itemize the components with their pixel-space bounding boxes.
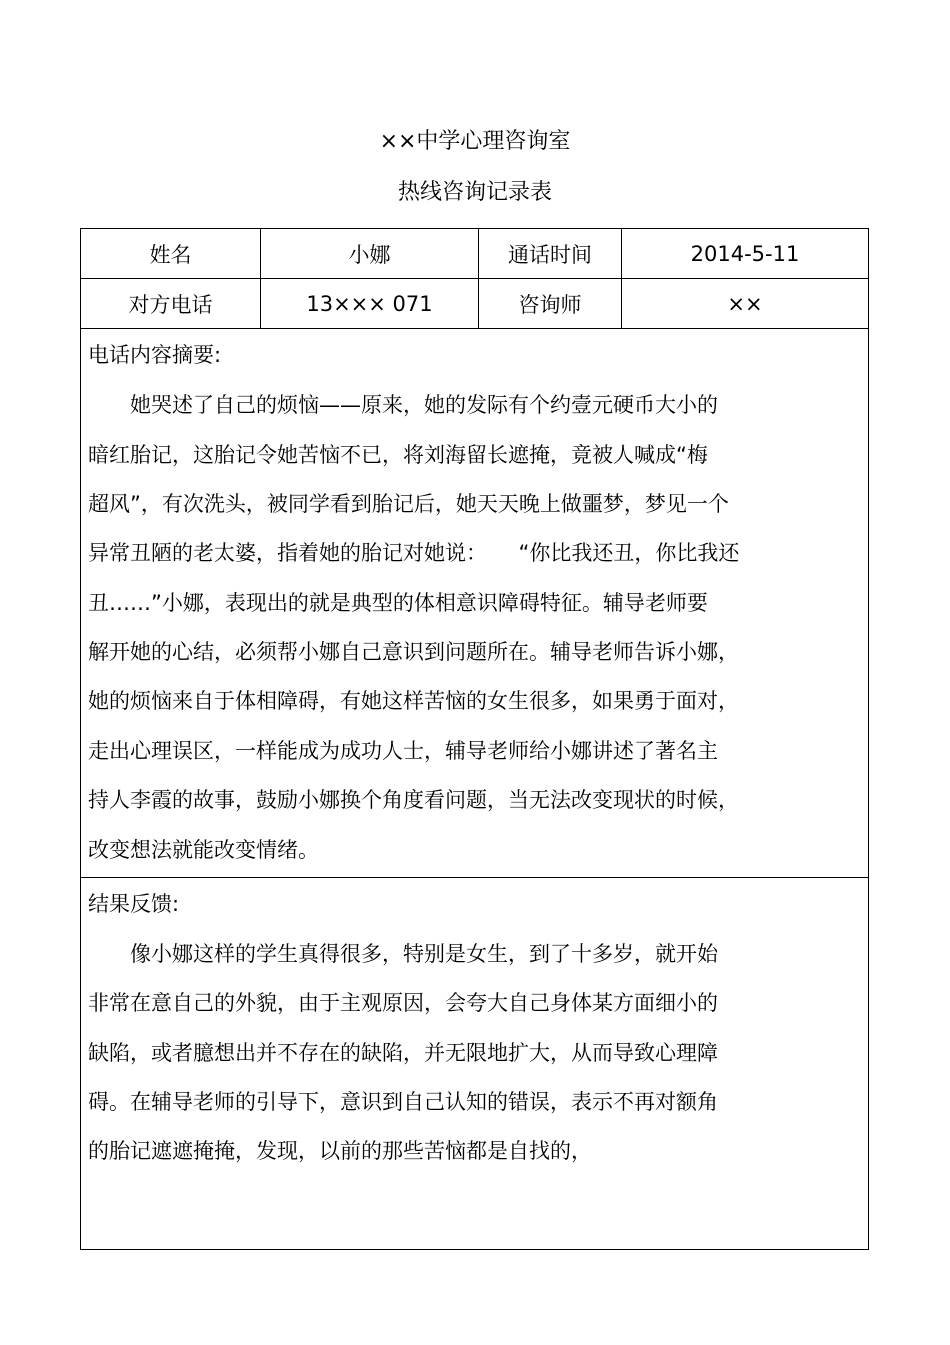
summary-line: 她哭述了自己的烦恼——原来，她的发际有个约壹元硬币大小的 [88,393,718,417]
feedback-line: 缺陷，或者臆想出并不存在的缺陷，并无限地扩大，从而导致心理障 [88,1041,718,1065]
summary-line: 暗红胎记，这胎记令她苦恼不已，将刘海留长遮掩，竟被人喊成“梅 [88,443,708,467]
summary-line: 解开她的心结，必须帮小娜自己意识到问题所在。辅导老师告诉小娜， [88,640,739,664]
result-feedback-label: 结果反馈: [88,892,180,916]
document-title: ××中学心理咨询室 [379,129,571,154]
table-row [81,279,868,329]
document-subtitle: 热线咨询记录表 [397,180,552,205]
name-label: 姓名 [81,229,261,278]
summary-line: 她的烦恼来自于体相障碍，有她这样苦恼的女生很多，如果勇于面对， [88,689,739,713]
feedback-line: 像小娜这样的学生真得很多，特别是女生，到了十多岁，就开始 [88,942,718,966]
summary-line: 异常丑陋的老太婆，指着她的胎记对她说： “你比我还丑，你比我还 [88,541,740,565]
phone-label: 对方电话 [81,279,261,328]
table-row [81,229,868,279]
summary-line: 超风”，有次洗头，被同学看到胎记后，她天天晚上做噩梦，梦见一个 [88,492,729,516]
call-time-label: 通话时间 [479,229,622,278]
summary-line: 改变想法就能改变情绪。 [88,838,319,862]
call-time-value: 2014-5-11 [690,241,800,266]
counselor-label: 咨询师 [479,279,622,328]
phone-value: 13××× 071 [261,279,479,328]
summary-line: 丑……”小娜，表现出的就是典型的体相意识障碍特征。辅导老师要 [88,591,708,615]
summary-line: 持人李霞的故事，鼓励小娜换个角度看问题，当无法改变现状的时候， [88,788,739,812]
summary-line: 走出心理误区，一样能成为成功人士，辅导老师给小娜讲述了著名主 [88,739,718,763]
feedback-line: 碍。在辅导老师的引导下，意识到自己认知的错误，表示不再对额角 [88,1090,718,1114]
counselor-value: ×× [727,291,763,316]
feedback-line: 非常在意自己的外貌，由于主观原因，会夸大自己身体某方面细小的 [88,991,718,1015]
call-summary-label: 电话内容摘要: [88,343,222,367]
call-summary-section [81,329,868,878]
result-feedback-section [81,878,868,1249]
feedback-line: 的胎记遮遮掩掩，发现，以前的那些苦恼都是自找的， [88,1139,592,1163]
consultation-record-table [80,228,869,1250]
name-value: 小娜 [261,229,479,278]
